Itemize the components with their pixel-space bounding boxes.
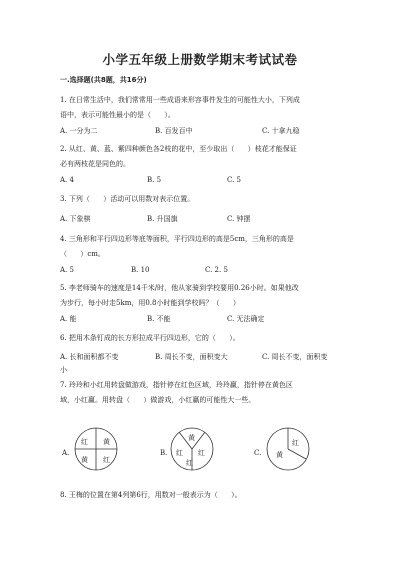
q7-option-b[interactable]: B. [160, 449, 168, 457]
q6-option-b[interactable]: B. 周长不变，面积变大 [155, 353, 228, 361]
spinner-c-label: 红 [292, 439, 299, 447]
spinner-b-label: 红 [176, 449, 183, 457]
spinner-b-image [168, 425, 216, 473]
spinner-a-label: 红 [103, 456, 110, 464]
q4-option-c[interactable]: C. 2. 5 [205, 266, 228, 274]
spinner-a-label: 黄 [103, 438, 110, 446]
q2-option-a[interactable]: A. 4 [60, 176, 74, 184]
q4-option-a[interactable]: A. 5 [60, 266, 74, 274]
q6-option-a[interactable]: A. 长和面积都不变 [60, 353, 119, 361]
spinner-a-label: 红 [81, 438, 88, 446]
spinner-c-label: 黄 [276, 451, 283, 459]
question-6: 6. 把用木条钉成的长方形拉成平行四边形，它的（ ）。 [60, 334, 240, 342]
q4-option-b[interactable]: B. 10 [131, 266, 150, 274]
page-title: 小学五年级上册数学期末考试试卷 [102, 52, 298, 67]
q3-option-c[interactable]: C. 钟摆 [227, 215, 251, 223]
spinner-c-image [264, 425, 312, 473]
q5-option-c[interactable]: C. 无法确定 [227, 315, 265, 323]
spinner-b-label: 红 [198, 449, 205, 457]
q1-option-a[interactable]: A. 一分为二 [60, 127, 98, 135]
spinner-a-label: 黄 [81, 456, 88, 464]
spinner-b-label: 红 [186, 459, 193, 467]
question-4: 4. 三角形和平行四边形等底等面积，平行四边形的高是5cm，三角形的高是 （ ）cm。 [60, 235, 294, 258]
question-5: 5. 李老师骑车的速度是14千米/时，他从家骑到学校要用0.26小时。如果他改 为步行，每小时走5km，用0.8小时能到学校吗？（ ） [60, 284, 299, 307]
spinner-b-label: 黄 [188, 434, 195, 442]
section-heading: 一.选择题(共8题，共16分) [60, 76, 147, 84]
q1-option-b[interactable]: B. 百发百中 [155, 127, 193, 135]
spinner-a-image [72, 425, 120, 473]
q3-option-a[interactable]: A. 下象棋 [60, 215, 91, 223]
q3-option-b[interactable]: B. 升国旗 [147, 215, 178, 223]
question-2: 2. 从红、黄、蓝、紫四种颜色各2枝的花中，至少取出（ ）枝花才能保证 必有两枝花是同色的。 [60, 145, 297, 168]
q6-option-c[interactable]: C. 周长不变，面积变 [262, 353, 328, 361]
q6-option-c-continued: 小 [60, 366, 67, 374]
question-1: 1. 在日常生活中，我们常常用一些成语来形容事件发生的可能性大小，下列成 语中，表示可能性最小的是（ ）。 [60, 96, 300, 119]
question-7: 7. 玲玲和小红用转盘做游戏，指针停在红色区域，玲玲赢，指针停在黄色区 域，小红赢。用转盘（ ）做游戏，小红赢的可能性大一些。 [60, 381, 293, 404]
question-3: 3. 下列（ ）活动可以用数对表示位置。 [60, 195, 195, 203]
q1-option-c[interactable]: C. 十拿九稳 [262, 127, 300, 135]
q5-option-a[interactable]: A. 能 [60, 315, 77, 323]
q7-option-c[interactable]: C. [254, 449, 262, 457]
q2-option-c[interactable]: C. 5 [227, 176, 242, 184]
q7-option-a[interactable]: A. [62, 449, 70, 457]
question-8: 8. 王梅的位置在第4列第6行，用数对一般表示为（ ）。 [60, 491, 242, 499]
q2-option-b[interactable]: B. 5 [147, 176, 162, 184]
q5-option-b[interactable]: B. 不能 [147, 315, 171, 323]
